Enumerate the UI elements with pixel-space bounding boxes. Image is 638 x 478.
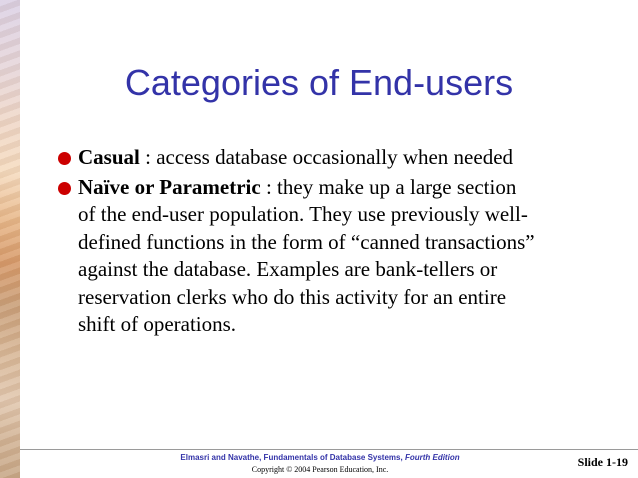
bullet-term: Casual (78, 145, 140, 169)
footer-citation (40, 453, 600, 462)
slide-title: Categories of End-users (124, 62, 514, 103)
footer-citation-text: Elmasri and Navathe, Fundamentals of Database Systems, (180, 453, 405, 462)
bullet-term: Naïve or Parametric (78, 174, 261, 199)
slide-number: Slide 1-19 (577, 455, 628, 469)
bullet-item-casual (58, 144, 538, 172)
bullet-dot-icon (58, 152, 71, 165)
footer-edition: Fourth Edition (404, 453, 460, 462)
bullet-text: : they make up a large section of the end-user population. They use previously well-defined functions in the form of “canned transactions” against the database. Examples are bank-tellers or reservation clerks who do this activity for an entire shift of operations. (78, 174, 535, 336)
bullet-list (58, 144, 538, 341)
bullet-dot-icon (58, 182, 71, 195)
bullet-item-naive-parametric (58, 174, 538, 339)
footer-divider (20, 449, 638, 450)
footer-copyright: Copyright © 2004 Pearson Education, Inc. (251, 465, 389, 474)
bullet-text: : access database occasionally when needed (139, 145, 514, 169)
